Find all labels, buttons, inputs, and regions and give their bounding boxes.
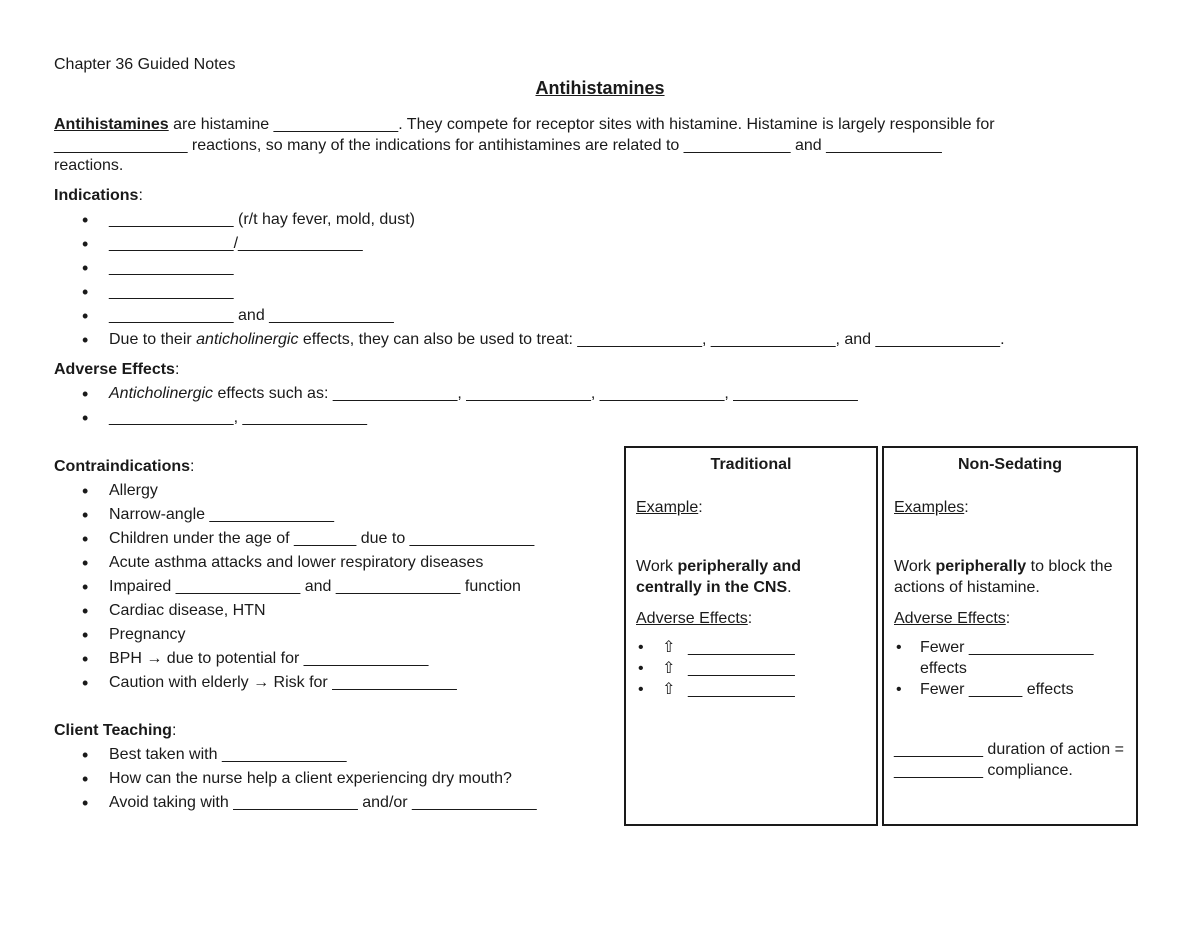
list-item: • Best taken with ______________	[54, 743, 614, 767]
intro-line3: reactions.	[54, 157, 124, 174]
list-item: • ______________/______________	[54, 232, 1174, 256]
page-title: Antihistamines	[535, 78, 665, 98]
non-sedating-title: Non-Sedating	[958, 456, 1062, 473]
traditional-title: Traditional	[710, 456, 792, 473]
traditional-adverse-label: Adverse Effects:	[636, 610, 753, 627]
contraindications-section	[54, 456, 614, 695]
document-header: Chapter 36 Guided Notes	[54, 56, 236, 73]
up-arrow-icon: ⇧	[662, 639, 676, 656]
list-item: • Acute asthma attacks and lower respiratory diseases	[54, 551, 614, 575]
intro-line1: are histamine ______________. They compete for receptor sites with histamine. Histamine is largely responsible for	[168, 116, 995, 133]
non-sedating-work-text: Work peripherally to block the actions of histamine.	[894, 558, 1113, 596]
intro-line2: _______________ reactions, so many of the indications for antihistamines are related to ____________ and _____________	[54, 136, 942, 154]
indications-heading: Indications:	[54, 187, 143, 204]
client-teaching-heading: Client Teaching:	[54, 722, 177, 739]
list-item: • ______________ (r/t hay fever, mold, dust)	[54, 208, 1174, 232]
list-item: • Fewer ______ effects	[894, 679, 1126, 700]
list-item: • ______________	[54, 256, 1174, 280]
list-item: • ______________	[54, 280, 1174, 304]
up-arrow-icon: ⇧	[662, 660, 676, 677]
adverse-effects-section	[54, 359, 1174, 430]
up-arrow-icon: ⇧	[662, 681, 676, 698]
list-item: • How can the nurse help a client experiencing dry mouth?	[54, 767, 614, 791]
client-teaching-section	[54, 720, 614, 815]
list-item: • Narrow-angle ______________	[54, 503, 614, 527]
list-item: • BPH → due to potential for ______________	[54, 647, 614, 671]
list-item: • Fewer ______________ effects	[894, 637, 1126, 679]
list-item: • Pregnancy	[54, 623, 614, 647]
list-item: • Children under the age of _______ due to ______________	[54, 527, 614, 551]
indications-section	[54, 185, 1174, 352]
list-item: • Avoid taking with ______________ and/or ______________	[54, 791, 614, 815]
traditional-box	[624, 446, 878, 826]
intro-term: Antihistamines	[54, 116, 169, 133]
non-sedating-examples: Examples:	[894, 499, 969, 516]
non-sedating-box	[882, 446, 1138, 826]
list-item: • Anticholinergic effects such as: ______________, ______________, ______________, ______________	[54, 382, 1174, 406]
list-item: • Allergy	[54, 479, 614, 503]
list-item: • ______________ and ______________	[54, 304, 1174, 328]
list-item: • Due to their anticholinergic effects, they can also be used to treat: ______________, ______________, and ______________.	[54, 328, 1174, 352]
list-item: • Impaired ______________ and ______________ function	[54, 575, 614, 599]
list-item: • ⇧ ____________	[636, 658, 866, 679]
list-item: • ⇧ ____________	[636, 637, 866, 658]
adverse-effects-heading: Adverse Effects:	[54, 361, 180, 378]
list-item: • Cardiac disease, HTN	[54, 599, 614, 623]
traditional-work-text: Work peripherally and centrally in the CNS.	[636, 558, 802, 596]
traditional-example: Example:	[636, 499, 703, 516]
list-item: • ⇧ ____________	[636, 679, 866, 700]
list-item: • ______________, ______________	[54, 406, 1174, 430]
non-sedating-duration-text: __________ duration of action = __________ compliance.	[894, 741, 1124, 779]
intro-paragraph	[54, 115, 1134, 177]
list-item: • Caution with elderly → Risk for ______________	[54, 671, 614, 695]
non-sedating-adverse-label: Adverse Effects:	[894, 610, 1011, 627]
contraindications-heading: Contraindications:	[54, 458, 195, 475]
